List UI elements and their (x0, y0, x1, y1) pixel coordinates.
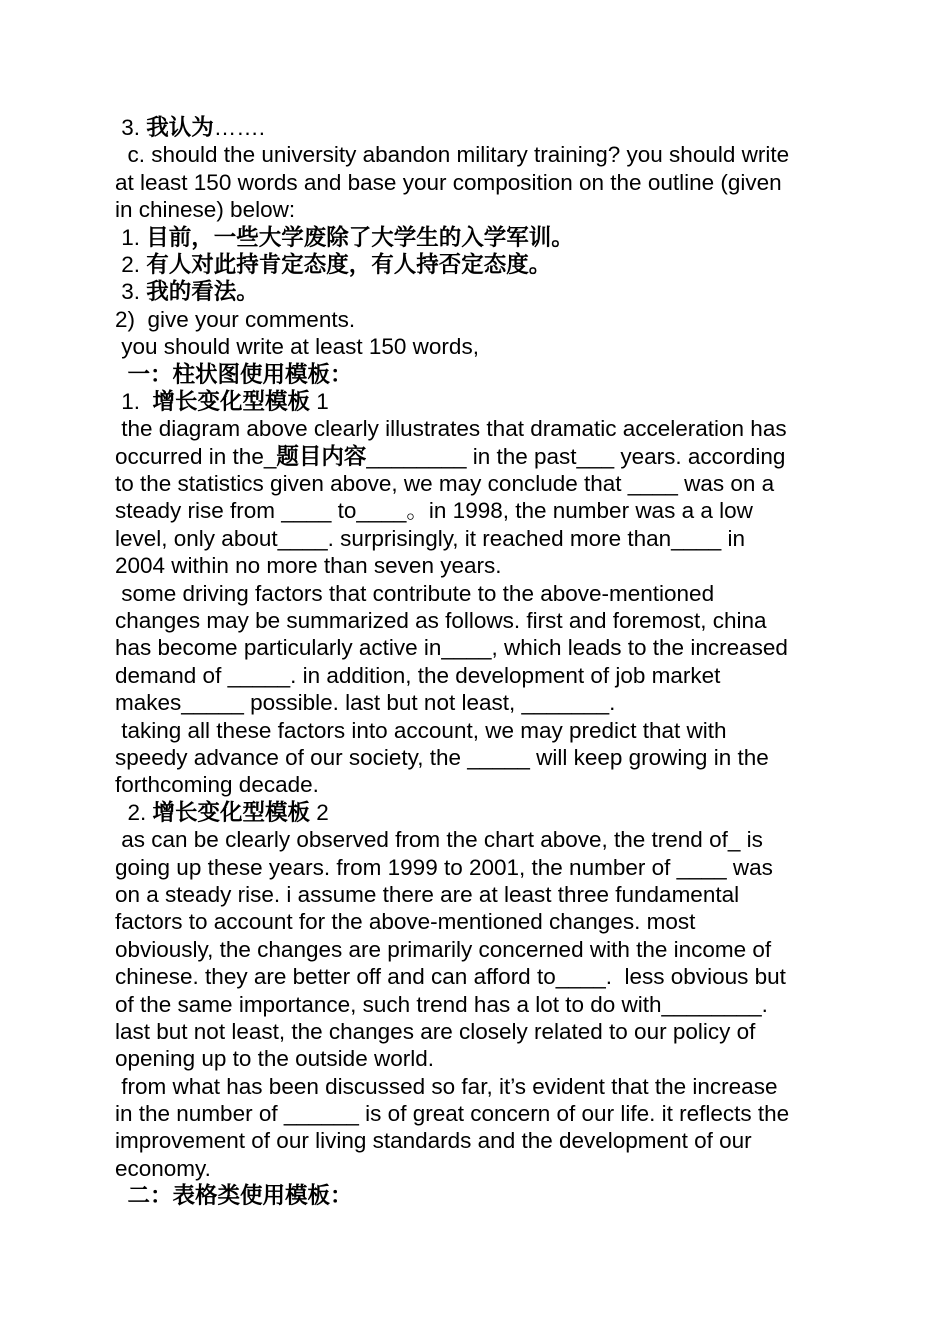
text-run: at least 150 words and base your composition on the outline (given (115, 169, 782, 195)
text-run (115, 362, 128, 387)
text-line (115, 361, 845, 388)
bold-text-run: 一：柱状图使用模板： (127, 361, 353, 387)
text-line (115, 333, 845, 360)
text-run: ________ in the past___ years. according (366, 443, 786, 469)
text-line (115, 963, 845, 990)
text-run: 1 (310, 388, 329, 414)
text-run: 1. (115, 224, 147, 250)
text-line (115, 1073, 845, 1100)
text-run: forthcoming decade. (115, 772, 319, 798)
text-run: last but not least, the changes are closely related to our policy of (115, 1018, 756, 1044)
text-line (115, 306, 845, 333)
text-run: opening up to the outside world. (115, 1046, 434, 1072)
text-line (115, 497, 845, 524)
text-run: 3. (115, 279, 147, 305)
text-line (115, 415, 845, 442)
bold-text-run: 题目内容 (276, 443, 367, 469)
text-line (115, 1100, 845, 1127)
text-run: chinese. they are better off and can afford to____. less obvious but (115, 964, 786, 990)
text-run: level, only about____. surprisingly, it reached more than____ in (115, 525, 745, 551)
text-line (115, 1127, 845, 1154)
text-line (115, 443, 845, 470)
text-run: 3. (115, 115, 147, 140)
text-line (115, 689, 845, 716)
bold-text-run: 有人对此持肯定态度，有人持否定态度。 (146, 251, 552, 277)
text-run (115, 1183, 128, 1208)
text-line (115, 991, 845, 1018)
text-run: steady rise from ____ to____。in 1998, the number was a a low (115, 498, 753, 524)
text-run: on a steady rise. i assume there are at least three fundamental (115, 881, 740, 907)
text-run: 2) give your comments. (115, 306, 356, 332)
bold-text-run: 增长变化型模板 (152, 799, 311, 825)
text-line (115, 1155, 845, 1182)
bold-text-run: 增长变化型模板 (152, 388, 311, 414)
text-run: you should write at least 150 words, (115, 334, 479, 360)
text-line (115, 470, 845, 497)
text-run: 2 (310, 799, 329, 825)
text-run: makes_____ possible. last but not least, _______. (115, 690, 616, 716)
text-run: speedy advance of our society, the _____ will keep growing in the (115, 744, 769, 770)
text-run: the diagram above clearly illustrates that dramatic acceleration has (115, 416, 787, 442)
text-line (115, 1018, 845, 1045)
text-line (115, 278, 845, 305)
text-line (115, 196, 845, 223)
text-line (115, 771, 845, 798)
text-line (115, 908, 845, 935)
text-run: to the statistics given above, we may conclude that ____ was on a (115, 471, 775, 497)
text-line (115, 1182, 845, 1209)
text-run: changes may be summarized as follows. first and foremost, china (115, 608, 767, 634)
text-line (115, 744, 845, 771)
text-run: c. should the university abandon military training? you should write (115, 142, 790, 168)
text-run: 2. (115, 251, 147, 277)
text-run: 1. (115, 388, 153, 414)
text-run: of the same importance, such trend has a lot to do with________. (115, 991, 768, 1017)
bold-text-run: 二：表格类使用模板： (127, 1183, 353, 1209)
text-run: factors to account for the above-mentioned changes. most (115, 909, 696, 935)
text-run: improvement of our living standards and the development of our (115, 1128, 752, 1154)
text-run: occurred in the_ (115, 443, 277, 469)
text-line (115, 388, 845, 415)
text-run: in chinese) below: (115, 197, 296, 223)
bold-text-run: 我的看法。 (146, 279, 259, 305)
text-line (115, 1045, 845, 1072)
text-line (115, 662, 845, 689)
text-line (115, 141, 845, 168)
text-run: 2004 within no more than seven years. (115, 553, 502, 579)
document-page (115, 114, 845, 1210)
text-line (115, 525, 845, 552)
text-run: going up these years. from 1999 to 2001, the number of ____ was (115, 854, 773, 880)
bold-text-run: 我认为 (146, 115, 214, 140)
text-line (115, 936, 845, 963)
text-run: from what has been discussed so far, it’s evident that the increase (115, 1073, 778, 1099)
text-run: some driving factors that contribute to the above-mentioned (115, 580, 715, 606)
text-line (115, 607, 845, 634)
text-line (115, 854, 845, 881)
text-run: obviously, the changes are primarily concerned with the income of (115, 936, 772, 962)
bold-text-run: 目前，一些大学废除了大学生的入学军训。 (146, 224, 574, 250)
text-line (115, 799, 845, 826)
text-run: has become particularly active in____, which leads to the increased (115, 635, 788, 661)
text-line (115, 251, 845, 278)
text-line (115, 881, 845, 908)
text-run: as can be clearly observed from the chart above, the trend of_ is (115, 827, 763, 853)
text-run: ……. (213, 115, 266, 140)
text-line (115, 826, 845, 853)
text-line (115, 114, 845, 141)
text-line (115, 552, 845, 579)
text-run: in the number of ______ is of great concern of our life. it reflects the (115, 1101, 790, 1127)
text-line (115, 717, 845, 744)
text-run: taking all these factors into account, we may predict that with (115, 717, 727, 743)
text-line (115, 634, 845, 661)
text-run: demand of _____. in addition, the development of job market (115, 662, 721, 688)
text-run: economy. (115, 1155, 211, 1181)
text-line (115, 224, 845, 251)
text-line (115, 580, 845, 607)
text-line (115, 169, 845, 196)
text-run: 2. (115, 799, 153, 825)
